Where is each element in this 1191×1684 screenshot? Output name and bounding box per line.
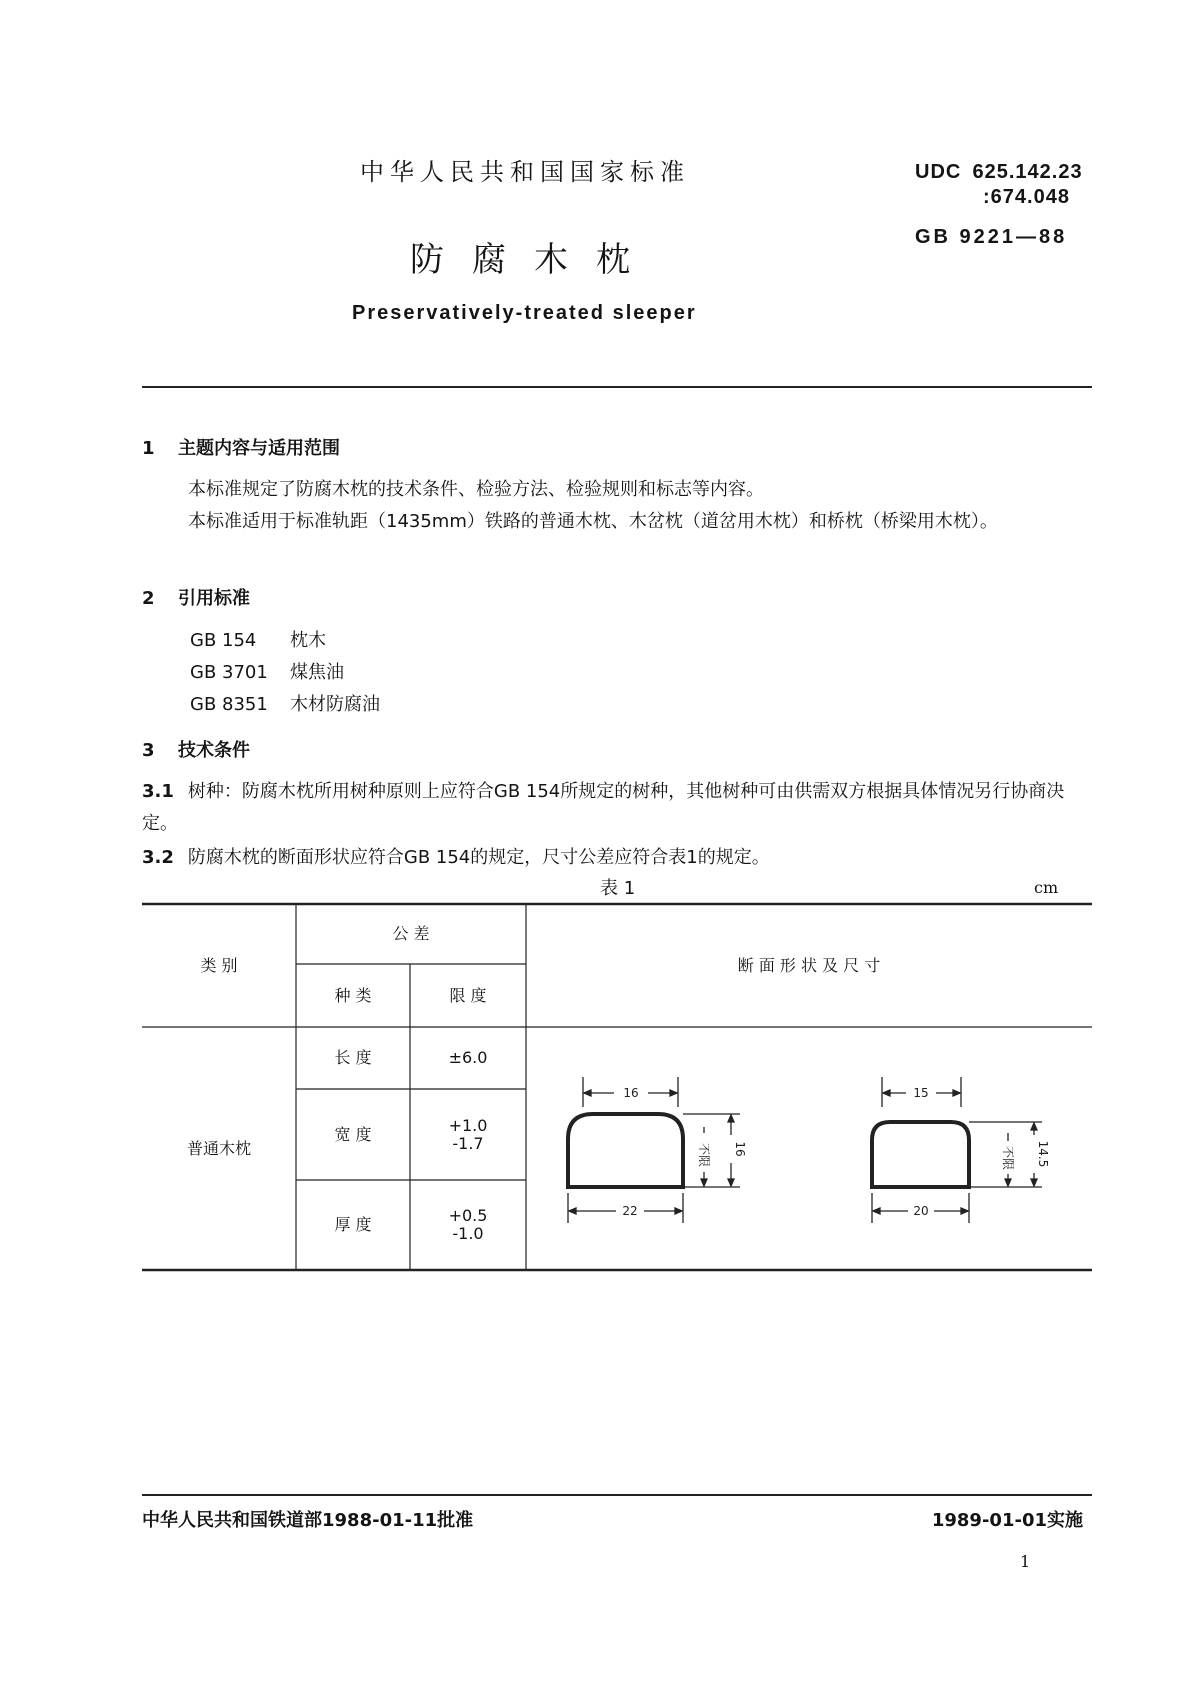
header-tolerance: 公 差	[392, 924, 430, 943]
table-caption: 表 1	[600, 878, 636, 899]
section-1-para-2: 本标准适用于标准轨距（1435mm）铁路的普通木枕、木岔枕（道岔用木枕）和桥枕（桥梁用木枕）。	[188, 511, 998, 532]
shape-2-height: 14.5	[1036, 1140, 1050, 1168]
sleeper-section-1	[568, 1114, 683, 1187]
table-row-limit: ±6.0	[448, 1048, 488, 1067]
clause-3-1-text: 树种：防腐木枕所用树种原则上应符合GB 154所规定的树种，其他树种可由供需双方根据具体情况另行协商决定。	[142, 781, 1065, 834]
shape-1-top-width: 16	[623, 1086, 639, 1100]
section-1-para-1: 本标准规定了防腐木枕的技术条件、检验方法、检验规则和标志等内容。	[188, 479, 764, 500]
effective-date: 1989-01-01实施	[931, 1510, 1083, 1531]
approval-line: 中华人民共和国铁道部1988-01-11批准	[142, 1510, 474, 1531]
footer-divider	[142, 1494, 1092, 1496]
reference-name: 木材防腐油	[290, 694, 380, 715]
shape-1-bottom-width: 22	[622, 1204, 638, 1218]
reference-name: 枕木	[290, 630, 326, 651]
clause-3-1-number: 3.1	[142, 781, 174, 802]
section-1-number: 1	[142, 438, 155, 459]
header-limit: 限 度	[449, 985, 487, 1005]
shape-2-top-width: 15	[913, 1086, 929, 1100]
reference-code: GB 3701	[190, 662, 268, 683]
section-3-title: 技术条件	[178, 740, 250, 761]
udc-label: UDC	[915, 161, 962, 183]
cross-section-diagrams	[526, 1027, 1092, 1270]
table-unit: cm	[1034, 878, 1059, 897]
row-category: 普通木枕	[186, 1138, 251, 1158]
national-standard-label: 中华人民共和国国家标准	[360, 158, 690, 186]
header-category: 类 别	[200, 955, 238, 975]
shape-1-height: 16	[733, 1141, 747, 1157]
table-row-kind: 长 度	[334, 1048, 372, 1067]
udc-code-1: 625.142.23	[972, 161, 1083, 183]
udc-code-2: :674.048	[983, 186, 1070, 208]
shape-2-unlimited: 不限	[1001, 1145, 1015, 1171]
reference-code: GB 154	[190, 630, 257, 651]
section-1-title: 主题内容与适用范围	[178, 438, 340, 459]
table-row-kind: 宽 度	[334, 1124, 372, 1144]
table-row-limit: +1.0 -1.7	[448, 1115, 488, 1153]
header-shape: 断 面 形 状 及 尺 寸	[737, 955, 881, 975]
reference-name: 煤焦油	[290, 662, 344, 683]
shape-2-bottom-width: 20	[913, 1204, 929, 1218]
clause-3-2-text: 防腐木枕的断面形状应符合GB 154的规定，尺寸公差应符合表1的规定。	[187, 847, 770, 868]
reference-code: GB 8351	[190, 694, 268, 715]
document-title-en: Preservatively-treated sleeper	[352, 302, 697, 324]
clause-3-2-number: 3.2	[142, 847, 174, 868]
table-row-limit: +0.5 -1.0	[448, 1206, 488, 1243]
shape-1-unlimited: 不限	[697, 1142, 711, 1168]
gb-number: GB 9221—88	[915, 226, 1068, 248]
table-row-kind: 厚 度	[334, 1215, 372, 1234]
section-2-title: 引用标准	[178, 588, 250, 609]
section-3-number: 3	[142, 740, 155, 761]
header-kind: 种 类	[334, 985, 372, 1005]
document-title-cn: 防腐木枕	[410, 240, 658, 280]
section-2-number: 2	[142, 588, 155, 609]
page-number: 1	[1020, 1552, 1031, 1571]
sleeper-section-2	[872, 1122, 969, 1187]
